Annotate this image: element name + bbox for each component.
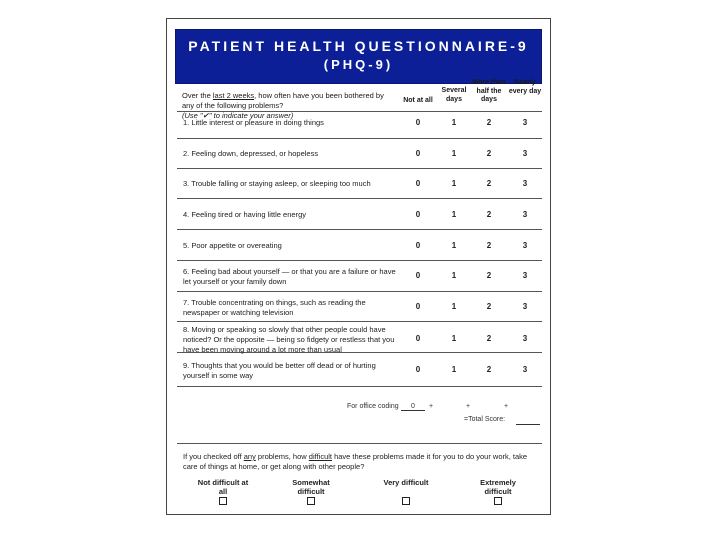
difficulty-mid: problems, how [255, 452, 309, 461]
option-more-than-half[interactable]: 2 [486, 179, 492, 188]
question-5: 5. Poor appetite or overeating [183, 241, 282, 250]
option-nearly-every-day[interactable]: 3 [522, 149, 528, 158]
option-more-than-half[interactable]: 2 [486, 334, 492, 343]
checkbox-not-difficult[interactable] [219, 497, 227, 505]
option-nearly-every-day[interactable]: 3 [522, 241, 528, 250]
option-nearly-every-day[interactable]: 3 [522, 302, 528, 311]
row-divider [177, 138, 542, 139]
option-several-days[interactable]: 1 [451, 210, 457, 219]
difficulty-question [183, 452, 538, 472]
option-not-at-all[interactable]: 0 [415, 365, 421, 374]
option-more-than-half[interactable]: 2 [486, 241, 492, 250]
row-divider [177, 321, 542, 322]
checkbox-somewhat-difficult[interactable] [307, 497, 315, 505]
option-nearly-every-day[interactable]: 3 [522, 334, 528, 343]
instruction-prefix: Over the [182, 91, 213, 100]
option-more-than-half[interactable]: 2 [486, 302, 492, 311]
question-3: 3. Trouble falling or staying asleep, or sleeping too much [183, 179, 371, 188]
question-2: 2. Feeling down, depressed, or hopeless [183, 149, 319, 158]
option-several-days[interactable]: 1 [451, 302, 457, 311]
office-coding-value: 0 [401, 403, 425, 411]
instruction-suffix: , how often have you been bothered by any of the following problems? [182, 91, 384, 110]
column-header-several-days: Several days [441, 87, 467, 103]
office-coding-plus: + [429, 403, 434, 410]
question-8: 8. Moving or speaking so slowly that other people could have noticed? Or the opposite — being so fidgety or restless that you have been moving around a lot more than usual [183, 325, 395, 354]
option-several-days[interactable]: 1 [451, 271, 457, 280]
office-coding-label: For office coding [347, 403, 399, 410]
checkbox-very-difficult[interactable] [402, 497, 410, 505]
difficulty-suffix: have these problems made it for you to do your work, take care of things at home, or get along with other people? [183, 452, 528, 471]
option-nearly-every-day[interactable]: 3 [522, 365, 528, 374]
column-header-not-at-all: Not at all [403, 97, 433, 104]
difficulty-option-not-difficult: Not difficult at all [197, 478, 249, 496]
row-divider [177, 111, 542, 112]
column-header-more-than-half: More than half the days [472, 79, 506, 103]
option-several-days[interactable]: 1 [451, 179, 457, 188]
option-not-at-all[interactable]: 0 [415, 179, 421, 188]
office-coding-plus: + [466, 403, 471, 410]
option-several-days[interactable]: 1 [451, 365, 457, 374]
instruction-emphasis: last 2 weeks [212, 91, 255, 100]
difficulty-difficult: difficult [308, 452, 332, 461]
option-nearly-every-day[interactable]: 3 [522, 118, 528, 127]
option-nearly-every-day[interactable]: 3 [522, 210, 528, 219]
checkbox-extremely-difficult[interactable] [494, 497, 502, 505]
option-nearly-every-day[interactable]: 3 [522, 179, 528, 188]
row-divider [177, 386, 542, 387]
section-divider [177, 443, 542, 444]
option-not-at-all[interactable]: 0 [415, 271, 421, 280]
row-divider [177, 229, 542, 230]
instruction-note: (Use "✔" to indicate your answer) [182, 111, 294, 120]
difficulty-option-extremely: Extremely difficult [480, 478, 516, 496]
option-several-days[interactable]: 1 [451, 149, 457, 158]
total-score-label: =Total Score: [464, 416, 506, 423]
question-7: 7. Trouble concentrating on things, such as reading the newspaper or watching television [183, 298, 366, 317]
title-banner [175, 29, 542, 84]
instruction-text [182, 91, 397, 121]
option-several-days[interactable]: 1 [451, 118, 457, 127]
question-4: 4. Feeling tired or having little energy [183, 210, 306, 219]
question-6: 6. Feeling bad about yourself — or that you are a failure or have let yourself or your family down [183, 267, 396, 286]
option-not-at-all[interactable]: 0 [415, 334, 421, 343]
option-several-days[interactable]: 1 [451, 241, 457, 250]
title-line-2: (PHQ-9) [323, 57, 394, 72]
difficulty-option-somewhat: Somewhat difficult [292, 478, 330, 496]
option-more-than-half[interactable]: 2 [486, 271, 492, 280]
option-not-at-all[interactable]: 0 [415, 302, 421, 311]
question-9: 9. Thoughts that you would be better off dead or of hurting yourself in some way [183, 361, 376, 380]
title-line-1: PATIENT HEALTH QUESTIONNAIRE-9 [188, 38, 529, 54]
difficulty-any: any [243, 452, 256, 461]
question-1: 1. Little interest or pleasure in doing things [183, 118, 324, 127]
option-several-days[interactable]: 1 [451, 334, 457, 343]
option-more-than-half[interactable]: 2 [486, 365, 492, 374]
option-not-at-all[interactable]: 0 [415, 210, 421, 219]
difficulty-option-very: Very difficult [383, 478, 429, 487]
option-more-than-half[interactable]: 2 [486, 149, 492, 158]
difficulty-prefix: If you checked off [183, 452, 244, 461]
row-divider [177, 168, 542, 169]
questionnaire-sheet [166, 18, 551, 515]
option-more-than-half[interactable]: 2 [486, 118, 492, 127]
total-score-line[interactable] [516, 424, 540, 425]
row-divider [177, 291, 542, 292]
option-not-at-all[interactable]: 0 [415, 241, 421, 250]
office-coding-plus: + [504, 403, 509, 410]
row-divider [177, 260, 542, 261]
option-nearly-every-day[interactable]: 3 [522, 271, 528, 280]
column-header-nearly-every-day: Nearly every day [508, 79, 542, 95]
option-not-at-all[interactable]: 0 [415, 118, 421, 127]
option-more-than-half[interactable]: 2 [486, 210, 492, 219]
row-divider [177, 198, 542, 199]
option-not-at-all[interactable]: 0 [415, 149, 421, 158]
